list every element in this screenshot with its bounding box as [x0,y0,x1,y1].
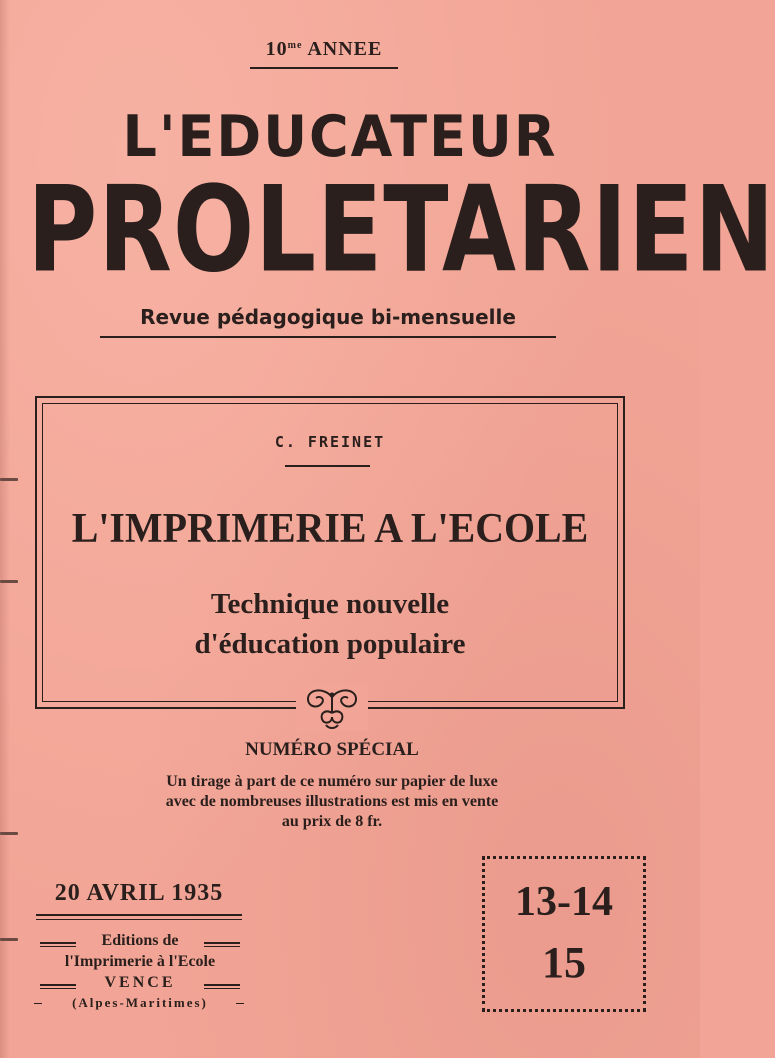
year-label [250,38,398,61]
year-number: 10 [265,38,288,60]
year-word: ANNEE [307,38,383,60]
staple-mark [0,580,18,583]
publisher-line2: l'Imprimerie à l'Ecole [64,953,216,970]
issue-number-line1: 13-14 [515,879,613,925]
publisher-city: VENCE [104,974,176,991]
feature-subtitle-line2: d'éducation populaire [194,628,466,660]
staple-mark [0,938,18,941]
publisher-line1: Editions de [101,932,179,949]
subtitle-underline [100,336,556,338]
masthead-title-line1: L'EDUCATEUR [122,103,558,170]
feature-title: L'IMPRIMERIE A L'ECOLE [71,506,589,552]
date-underline-thin [36,919,242,920]
staple-mark [0,832,18,835]
special-issue-heading: NUMÉRO SPÉCIAL [245,739,419,760]
staple-mark [0,478,18,481]
feature-subtitle-line1: Technique nouvelle [210,588,450,620]
year-underline [250,67,398,69]
special-issue-line2: avec de nombreuses illustrations est mis en vente [165,793,499,810]
masthead-subtitle: Revue pédagogique bi-mensuelle [140,305,516,329]
publisher-region: (Alpes-Maritimes) [72,995,208,1010]
masthead-title-line2: PROLETARIEN [27,159,775,299]
issue-number-line2: 15 [542,938,586,987]
feature-author: C. FREINET [274,433,386,451]
author-underline [285,465,370,467]
flourish-ornament-icon [296,683,368,731]
year-suffix: me [287,40,303,51]
special-issue-line1: Un tirage à part de ce numéro sur papier de luxe [166,773,498,790]
issue-date: 20 AVRIL 1935 [54,880,224,906]
date-underline [36,914,242,916]
special-issue-line3: au prix de 8 fr. [281,813,383,830]
